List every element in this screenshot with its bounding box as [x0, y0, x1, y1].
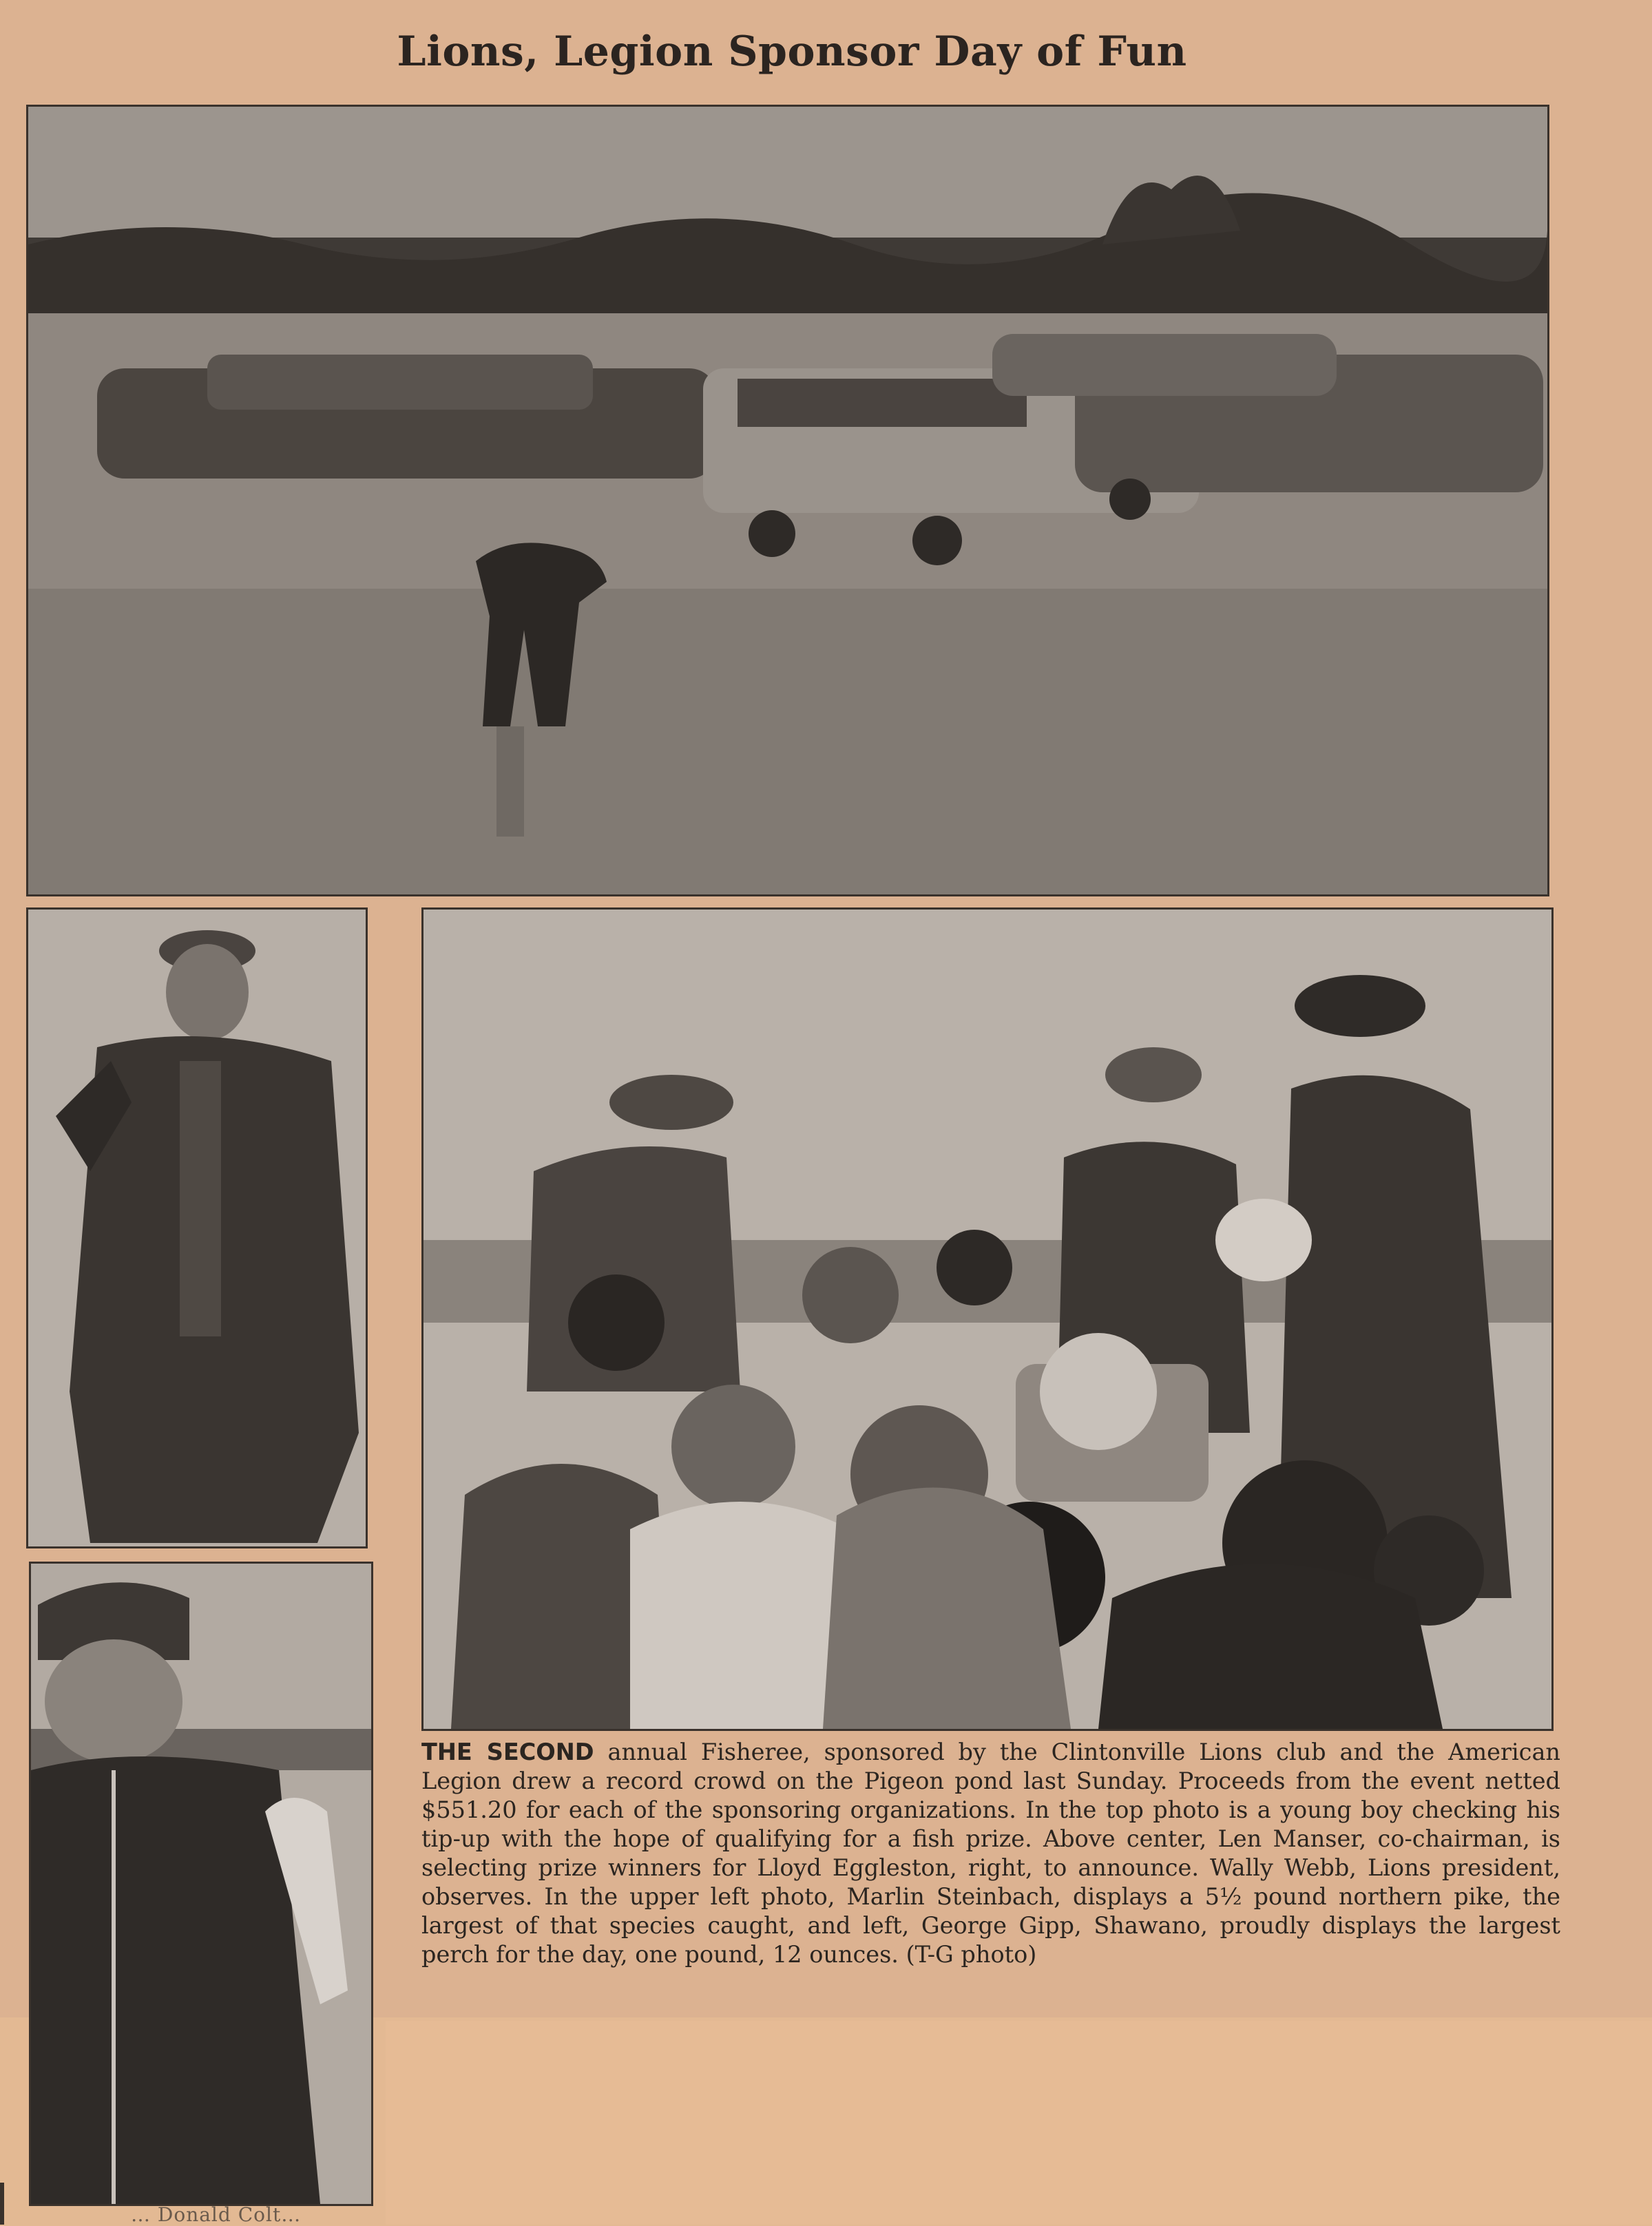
page-edge-mark [0, 2183, 4, 2225]
photo-top-ice-parking [26, 105, 1549, 896]
photo-top-image [28, 107, 1547, 894]
photo-caption [421, 1738, 1560, 1969]
photo-center-image [424, 910, 1551, 1729]
photo-left-upper-image [28, 910, 366, 1546]
photo-prize-selection-crowd [421, 907, 1554, 1731]
headline: Lions, Legion Sponsor Day of Fun [397, 28, 1187, 76]
photo-george-gipp [29, 1562, 373, 2206]
photo-left-lower-image [31, 1564, 371, 2204]
photo-marlin-steinbach [26, 907, 368, 1548]
torn-fragment-text: … Donald Colt… [131, 2203, 302, 2226]
caption-lead: THE SECOND [421, 1739, 594, 1765]
blank-paper-area [386, 2021, 1652, 2225]
caption-body: annual Fisheree, sponsored by the Clintonville Lions club and the American Legion drew a record crowd on the Pigeon pond last Sunday. Proceeds from the event netted $551.20 for each of the sponsoring organizations. In the top photo is a young boy checking his tip-up with the hope of qualifying for a fish prize. Above center, Len Manser, co-chairman, is selecting prize winners for Lloyd Eggleston, right, to announce. Wally Webb, Lions president, observes. In the upper left photo, Marlin Steinbach, displays a 5½ pound northern pike, the largest of that species caught, and left, George Gipp, Shawano, proudly displays the largest perch for the day, one pound, 12 ounces. (T-G photo) [421, 1739, 1560, 1968]
